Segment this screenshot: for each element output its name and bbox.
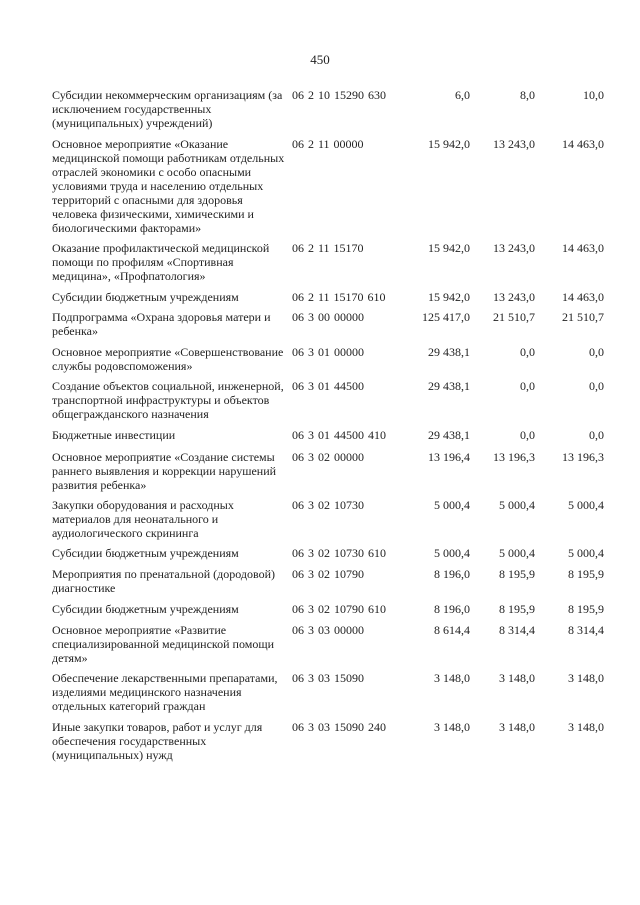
- row-code: 06 3 03 15090 240: [292, 720, 386, 734]
- row-value-1: 29 438,1: [428, 379, 470, 393]
- row-value-2: 0,0: [520, 428, 535, 442]
- row-value-3: 3 148,0: [568, 720, 604, 734]
- row-value-3: 14 463,0: [562, 290, 604, 304]
- row-value-1: 13 196,4: [428, 450, 470, 464]
- row-value-1: 5 000,4: [434, 546, 470, 560]
- row-name: Основное мероприятие «Развитие специализированной медицинской помощи детям»: [52, 623, 274, 665]
- row-name: Оказание профилактической медицинской помощи по профилям «Спортивная медицина», «Профпатология»: [52, 241, 270, 283]
- row-code: 06 2 10 15290 630: [292, 88, 386, 102]
- table-row: [52, 498, 608, 540]
- row-name: Субсидии бюджетным учреждениям: [52, 290, 239, 304]
- row-code: 06 2 11 15170: [292, 241, 364, 255]
- row-value-3: 5 000,4: [568, 498, 604, 512]
- row-value-3: 14 463,0: [562, 137, 604, 151]
- row-name: Субсидии некоммерческим организациям (за исключением государственных (муниципальных) учреждений): [52, 88, 283, 130]
- row-value-2: 13 243,0: [493, 137, 535, 151]
- row-value-3: 21 510,7: [562, 310, 604, 324]
- row-name: Подпрограмма «Охрана здоровья матери и ребенка»: [52, 310, 271, 338]
- row-value-3: 8 195,9: [568, 567, 604, 581]
- row-value-2: 13 196,3: [493, 450, 535, 464]
- row-value-3: 3 148,0: [568, 671, 604, 685]
- row-code: 06 3 02 10730: [292, 498, 364, 512]
- row-name: Субсидии бюджетным учреждениям: [52, 546, 239, 560]
- table-row: [52, 720, 608, 762]
- row-code: 06 3 02 00000: [292, 450, 364, 464]
- row-value-1: 3 148,0: [434, 720, 470, 734]
- table-row: [52, 546, 608, 560]
- table-row: [52, 671, 608, 713]
- row-value-2: 13 243,0: [493, 241, 535, 255]
- table-row: [52, 88, 608, 130]
- table-row: [52, 137, 608, 235]
- row-name: Обеспечение лекарственными препаратами, изделиями медицинского назначения отдельных категорий граждан: [52, 671, 278, 713]
- table-row: [52, 602, 608, 616]
- row-name: Создание объектов социальной, инженерной, транспортной инфраструктуры и объектов общегражданского назначения: [52, 379, 284, 421]
- table-row: [52, 567, 608, 595]
- row-code: 06 3 01 44500 410: [292, 428, 386, 442]
- row-value-3: 0,0: [589, 428, 604, 442]
- row-code: 06 3 02 10790: [292, 567, 364, 581]
- row-value-3: 8 195,9: [568, 602, 604, 616]
- row-code: 06 3 01 00000: [292, 345, 364, 359]
- row-code: 06 3 01 44500: [292, 379, 364, 393]
- row-value-2: 8,0: [520, 88, 535, 102]
- row-value-1: 6,0: [455, 88, 470, 102]
- row-value-3: 8 314,4: [568, 623, 604, 637]
- row-value-1: 125 417,0: [422, 310, 470, 324]
- table-row: [52, 241, 608, 283]
- row-code: 06 3 02 10790 610: [292, 602, 386, 616]
- row-name: Бюджетные инвестиции: [52, 428, 176, 442]
- row-value-1: 29 438,1: [428, 428, 470, 442]
- row-value-2: 21 510,7: [493, 310, 535, 324]
- row-value-3: 5 000,4: [568, 546, 604, 560]
- table-row: [52, 290, 608, 304]
- table-row: [52, 623, 608, 665]
- row-value-3: 10,0: [583, 88, 604, 102]
- row-value-2: 8 195,9: [499, 567, 535, 581]
- table-row: [52, 428, 608, 442]
- row-name: Субсидии бюджетным учреждениям: [52, 602, 239, 616]
- row-value-1: 8 196,0: [434, 567, 470, 581]
- row-name: Основное мероприятие «Создание системы раннего выявления и коррекции нарушений развития ребенка»: [52, 450, 277, 492]
- row-value-1: 15 942,0: [428, 290, 470, 304]
- row-value-2: 3 148,0: [499, 671, 535, 685]
- row-value-3: 14 463,0: [562, 241, 604, 255]
- row-value-1: 8 196,0: [434, 602, 470, 616]
- page-number: 450: [310, 52, 330, 67]
- row-name: Закупки оборудования и расходных материалов для неонатального и аудиологического скрининга: [52, 498, 234, 540]
- row-name: Иные закупки товаров, работ и услуг для обеспечения государственных (муниципальных) нужд: [52, 720, 263, 762]
- row-name: Основное мероприятие «Совершенствование службы родовспоможения»: [52, 345, 284, 373]
- row-value-3: 0,0: [589, 379, 604, 393]
- budget-table: [52, 88, 608, 762]
- row-code: 06 3 02 10730 610: [292, 546, 386, 560]
- row-value-3: 0,0: [589, 345, 604, 359]
- row-value-1: 15 942,0: [428, 137, 470, 151]
- row-value-3: 13 196,3: [562, 450, 604, 464]
- row-value-2: 8 195,9: [499, 602, 535, 616]
- row-value-1: 29 438,1: [428, 345, 470, 359]
- row-value-2: 5 000,4: [499, 546, 535, 560]
- row-code: 06 2 11 15170 610: [292, 290, 386, 304]
- row-code: 06 3 00 00000: [292, 310, 364, 324]
- row-value-2: 5 000,4: [499, 498, 535, 512]
- row-value-2: 3 148,0: [499, 720, 535, 734]
- row-value-2: 0,0: [520, 345, 535, 359]
- row-value-2: 13 243,0: [493, 290, 535, 304]
- row-value-2: 0,0: [520, 379, 535, 393]
- row-name: Мероприятия по пренатальной (дородовой) диагностике: [52, 567, 275, 595]
- table-row: [52, 310, 608, 338]
- row-value-1: 5 000,4: [434, 498, 470, 512]
- row-code: 06 2 11 00000: [292, 137, 364, 151]
- row-value-2: 8 314,4: [499, 623, 535, 637]
- table-row: [52, 379, 608, 421]
- row-code: 06 3 03 15090: [292, 671, 364, 685]
- row-code: 06 3 03 00000: [292, 623, 364, 637]
- row-name: Основное мероприятие «Оказание медицинской помощи работникам отдельных отраслей экономики с особо опасными условиями труда и населению отдельных территорий с опасными для здоровья человека физическими, химическими и биологическими факторами»: [52, 137, 285, 235]
- row-value-1: 3 148,0: [434, 671, 470, 685]
- row-value-1: 8 614,4: [434, 623, 470, 637]
- table-row: [52, 345, 608, 373]
- table-row: [52, 450, 608, 492]
- row-value-1: 15 942,0: [428, 241, 470, 255]
